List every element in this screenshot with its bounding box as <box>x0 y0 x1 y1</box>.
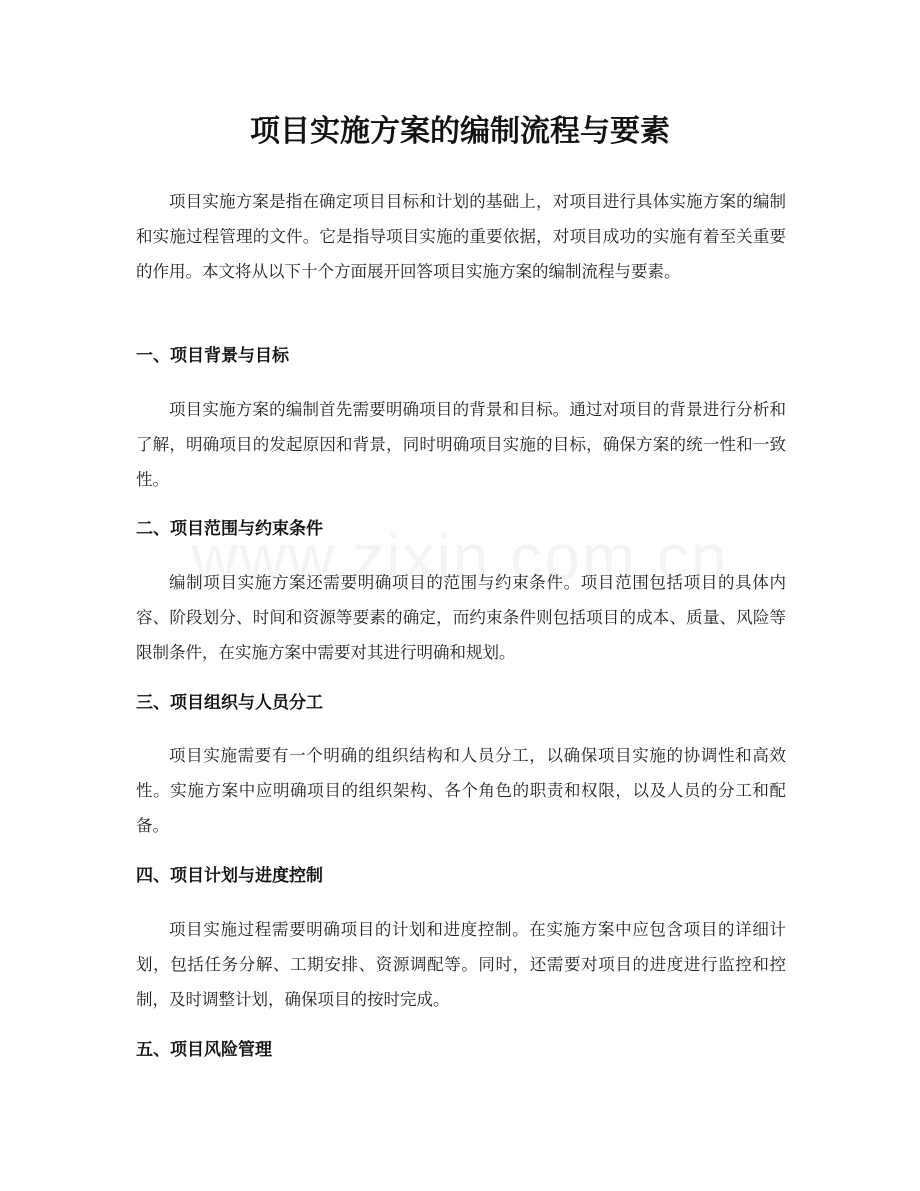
section-heading-2: 二、项目范围与约束条件 <box>136 519 323 539</box>
section-heading-3: 三、项目组织与人员分工 <box>136 693 323 713</box>
section-heading-1: 一、项目背景与目标 <box>136 346 289 366</box>
intro-paragraph: 项目实施方案是指在确定项目目标和计划的基础上，对项目进行具体实施方案的编制和实施过程管理的文件。它是指导项目实施的重要依据，对项目成功的实施有着至关重要的作用。本文将从以下十个方面展开回答项目实施方案的编制流程与要素。 <box>136 192 786 281</box>
section-body-1: 项目实施方案的编制首先需要明确项目的背景和目标。通过对项目的背景进行分析和了解，明确项目的发起原因和背景，同时明确项目实施的目标，确保方案的统一性和一致性。 <box>136 400 786 489</box>
section-body-3: 项目实施需要有一个明确的组织结构和人员分工，以确保项目实施的协调性和高效性。实施方案中应明确项目的组织架构、各个角色的职责和权限，以及人员的分工和配备。 <box>136 746 786 835</box>
section-body-4: 项目实施过程需要明确项目的计划和进度控制。在实施方案中应包含项目的详细计划，包括任务分解、工期安排、资源调配等。同时，还需要对项目的进度进行监控和控制，及时调整计划，确保项目的按时完成。 <box>136 920 786 1009</box>
section-heading-5: 五、项目风险管理 <box>136 1040 272 1060</box>
document-title: 项目实施方案的编制流程与要素 <box>250 114 670 149</box>
section-body-2: 编制项目实施方案还需要明确项目的范围与约束条件。项目范围包括项目的具体内容、阶段划分、时间和资源等要素的确定，而约束条件则包括项目的成本、质量、风险等限制条件，在实施方案中需要对其进行明确和规划。 <box>136 573 786 662</box>
section-heading-4: 四、项目计划与进度控制 <box>136 866 323 886</box>
